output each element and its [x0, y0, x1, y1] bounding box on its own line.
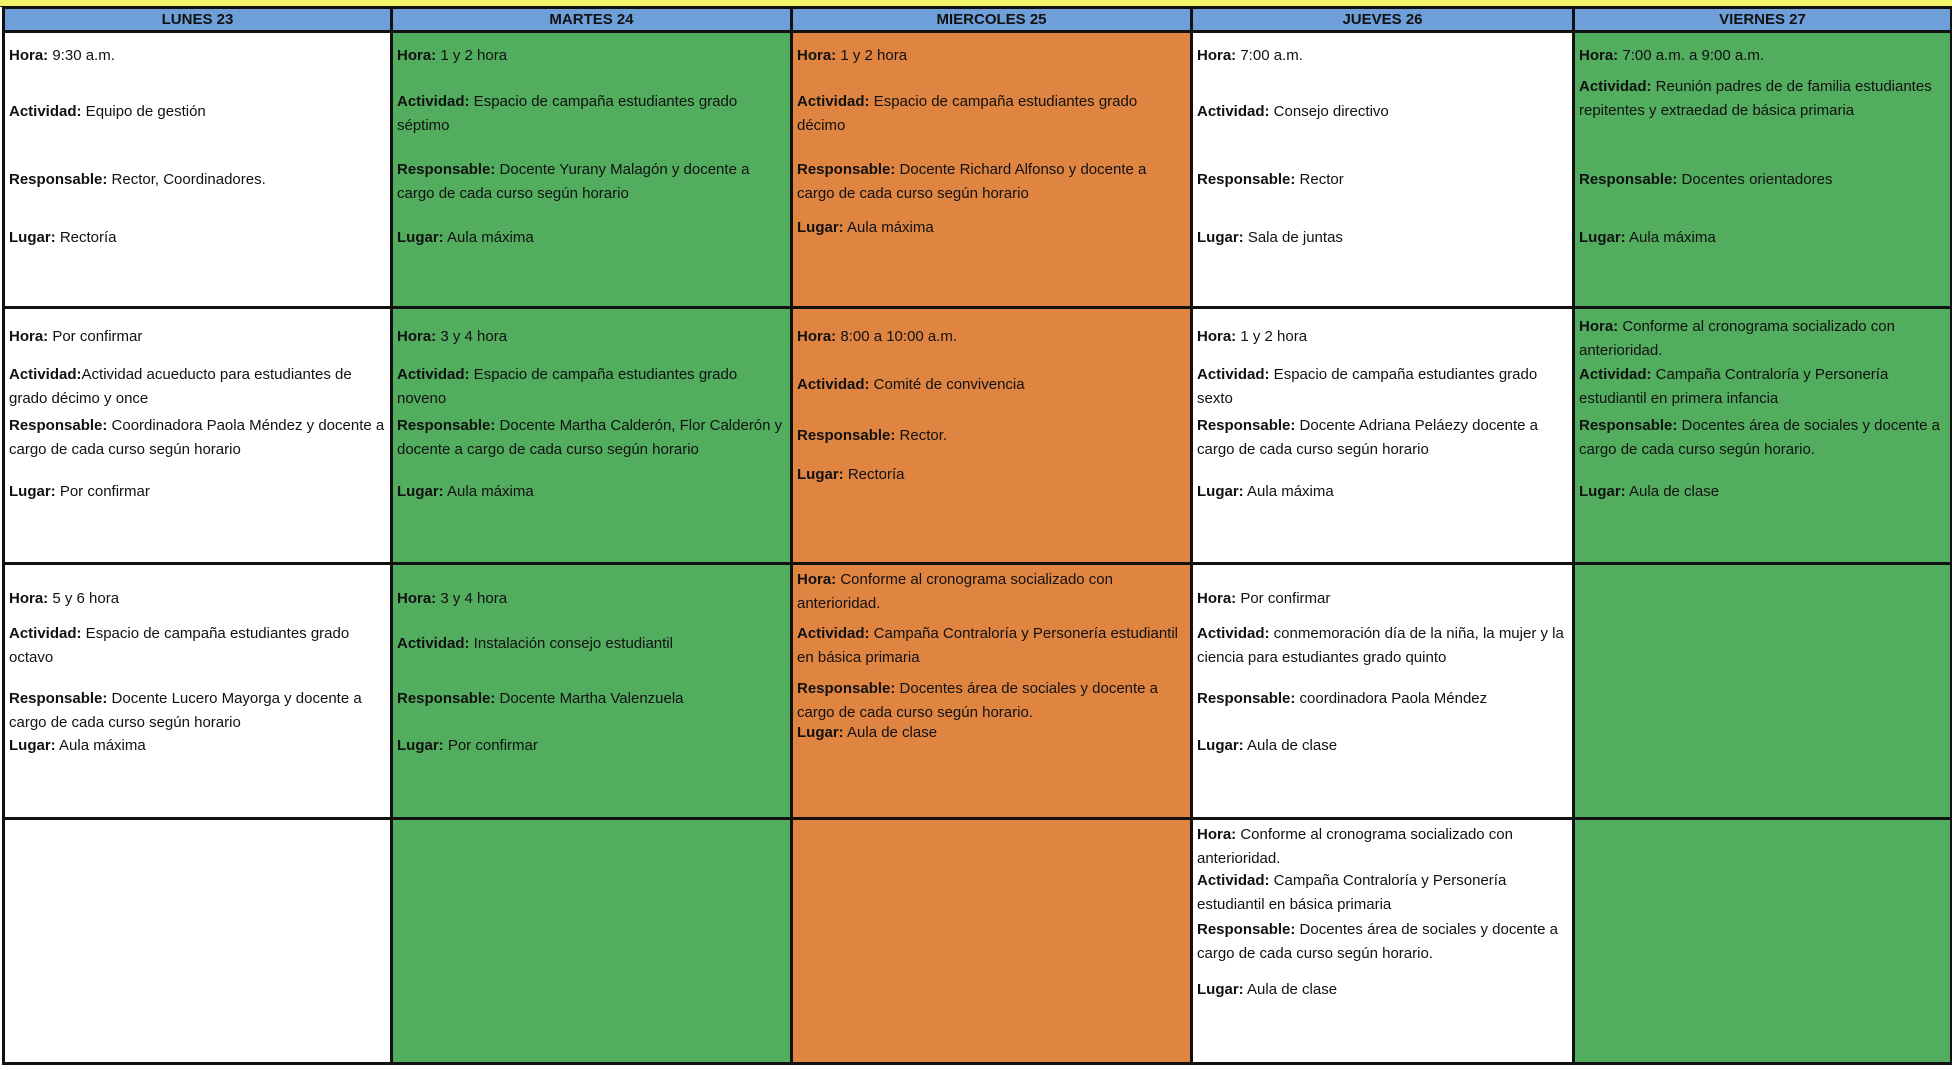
day-header-martes: MARTES 24 — [392, 8, 792, 32]
lugar-value: Aula de clase — [1625, 483, 1720, 500]
lugar-value: Aula de clase — [1243, 981, 1338, 998]
cell-content — [793, 565, 1190, 817]
day-header-lunes: LUNES 23 — [4, 8, 392, 32]
actividad-value: Espacio de campaña estudiantes grado noveno — [397, 366, 738, 407]
cell-content — [793, 820, 1190, 1062]
hora-value: 3 y 4 hora — [436, 328, 508, 345]
responsable-label: Responsable: — [397, 161, 496, 178]
hora-value: Por confirmar — [48, 328, 143, 345]
actividad-value: Campaña Contraloría y Personería estudiantil en primera infancia — [1579, 366, 1889, 407]
hora-value: 7:00 a.m. a 9:00 a.m. — [1618, 47, 1765, 64]
actividad-value: Espacio de campaña estudiantes grado séptimo — [397, 93, 738, 134]
schedule-cell-miercoles — [792, 32, 1192, 308]
lugar-value: Por confirmar — [55, 483, 150, 500]
cell-content — [393, 33, 790, 306]
schedule-cell-martes — [392, 819, 792, 1064]
hora-value: Conforme al cronograma socializado con anterioridad. — [1197, 826, 1513, 867]
responsable-label: Responsable: — [9, 171, 108, 188]
hora-value: 8:00 a 10:00 a.m. — [836, 328, 958, 345]
day-header-jueves: JUEVES 26 — [1192, 8, 1574, 32]
hora-label: Hora: — [9, 328, 49, 345]
cell-content — [5, 820, 390, 1062]
lugar-label: Lugar: — [1197, 981, 1244, 998]
hora-label: Hora: — [397, 590, 437, 607]
hora-field — [1197, 823, 1570, 871]
responsable-value: Docente Richard Alfonso y docente a cargo de cada curso según horario — [797, 161, 1147, 202]
hora-label: Hora: — [797, 328, 837, 345]
actividad-label: Actividad: — [1579, 366, 1652, 383]
responsable-value: Docente Adriana Peláezy docente a cargo de cada curso según horario — [1197, 417, 1539, 458]
hora-field — [9, 44, 388, 68]
actividad-label: Actividad: — [397, 366, 470, 383]
schedule-cell-martes — [392, 564, 792, 819]
responsable-label: Responsable: — [1197, 171, 1296, 188]
actividad-field — [1579, 363, 1948, 411]
actividad-value: Espacio de campaña estudiantes grado décimo — [797, 93, 1138, 134]
responsable-field — [397, 687, 788, 711]
responsable-value: Docentes orientadores — [1677, 171, 1833, 188]
lugar-label: Lugar: — [797, 466, 844, 483]
responsable-value: Docente Martha Calderón, Flor Calderón y docente a cargo de cada curso según horario — [397, 417, 783, 458]
hora-field — [397, 325, 788, 349]
responsable-field — [797, 158, 1188, 206]
lugar-value: Aula máxima — [55, 737, 146, 754]
actividad-value: Campaña Contraloría y Personería estudiantil en básica primaria — [797, 625, 1179, 666]
responsable-value: Docente Martha Valenzuela — [495, 690, 684, 707]
hora-label: Hora: — [1579, 318, 1619, 335]
actividad-value: Equipo de gestión — [81, 103, 206, 120]
schedule-cell-martes — [392, 308, 792, 564]
lugar-label: Lugar: — [9, 737, 56, 754]
actividad-field — [397, 90, 788, 138]
responsable-label: Responsable: — [797, 680, 896, 697]
lugar-value: Rectoría — [55, 229, 117, 246]
lugar-field — [9, 734, 388, 758]
schedule-row — [4, 819, 1952, 1064]
schedule-row — [4, 32, 1952, 308]
responsable-label: Responsable: — [1579, 417, 1678, 434]
lugar-label: Lugar: — [1579, 229, 1626, 246]
actividad-label: Actividad: — [797, 625, 870, 642]
actividad-field — [397, 632, 788, 656]
hora-field — [9, 325, 388, 349]
responsable-label: Responsable: — [1579, 171, 1678, 188]
hora-label: Hora: — [1197, 590, 1237, 607]
actividad-label: Actividad: — [797, 376, 870, 393]
lugar-label: Lugar: — [797, 724, 844, 741]
lugar-value: Aula máxima — [1243, 483, 1334, 500]
hora-field — [797, 568, 1188, 616]
hora-label: Hora: — [797, 47, 837, 64]
schedule-cell-jueves — [1192, 32, 1574, 308]
lugar-label: Lugar: — [1579, 483, 1626, 500]
lugar-field — [797, 721, 1188, 745]
lugar-label: Lugar: — [397, 483, 444, 500]
actividad-value: Actividad acueducto para estudiantes de grado décimo y once — [9, 366, 352, 407]
schedule-cell-lunes — [4, 32, 392, 308]
actividad-value: Campaña Contraloría y Personería estudiantil en básica primaria — [1197, 872, 1507, 913]
cell-content — [1193, 309, 1572, 562]
actividad-label: Actividad: — [397, 635, 470, 652]
responsable-field — [1197, 414, 1570, 462]
actividad-field — [9, 622, 388, 670]
schedule-cell-jueves — [1192, 308, 1574, 564]
schedule-cell-viernes — [1574, 564, 1952, 819]
responsable-label: Responsable: — [1197, 417, 1296, 434]
responsable-value: Docentes área de sociales y docente a cargo de cada curso según horario. — [1579, 417, 1941, 458]
cell-content — [5, 565, 390, 817]
cell-content — [393, 309, 790, 562]
cell-content — [793, 33, 1190, 306]
responsable-label: Responsable: — [9, 690, 108, 707]
responsable-label: Responsable: — [1197, 921, 1296, 938]
hora-value: Conforme al cronograma socializado con anterioridad. — [797, 571, 1113, 612]
cell-content — [1575, 820, 1950, 1062]
responsable-value: Rector. — [895, 427, 948, 444]
cell-content — [1193, 565, 1572, 817]
actividad-value: Reunión padres de de familia estudiantes repitentes y extraedad de básica primaria — [1579, 78, 1932, 119]
actividad-field — [397, 363, 788, 411]
hora-field — [397, 587, 788, 611]
schedule-cell-miercoles — [792, 819, 1192, 1064]
actividad-field — [9, 100, 388, 124]
lugar-label: Lugar: — [1197, 483, 1244, 500]
cell-content — [393, 820, 790, 1062]
lugar-value: Aula máxima — [443, 483, 534, 500]
cell-content — [1575, 33, 1950, 306]
actividad-label: Actividad: — [1197, 103, 1270, 120]
hora-label: Hora: — [797, 571, 837, 588]
actividad-label: Actividad: — [397, 93, 470, 110]
lugar-field — [797, 216, 1188, 240]
responsable-field — [9, 414, 388, 462]
lugar-value: Aula máxima — [443, 229, 534, 246]
hora-label: Hora: — [1579, 47, 1619, 64]
actividad-value: Espacio de campaña estudiantes grado sexto — [1197, 366, 1538, 407]
cell-content — [1193, 33, 1572, 306]
responsable-label: Responsable: — [797, 427, 896, 444]
cell-content — [5, 33, 390, 306]
responsable-value: Coordinadora Paola Méndez y docente a cargo de cada curso según horario — [9, 417, 385, 458]
schedule-cell-viernes — [1574, 32, 1952, 308]
actividad-value: conmemoración día de la niña, la mujer y la ciencia para estudiantes grado quinto — [1197, 625, 1564, 666]
actividad-field — [1197, 100, 1570, 124]
responsable-field — [1197, 168, 1570, 192]
lugar-label: Lugar: — [397, 229, 444, 246]
hora-field — [797, 44, 1188, 68]
schedule-cell-lunes — [4, 564, 392, 819]
responsable-field — [9, 168, 388, 192]
actividad-field — [1197, 622, 1570, 670]
day-header-row — [4, 8, 1952, 32]
hora-value: 1 y 2 hora — [1236, 328, 1308, 345]
lugar-label: Lugar: — [1197, 737, 1244, 754]
actividad-value: Comité de convivencia — [869, 376, 1025, 393]
hora-field — [9, 587, 388, 611]
weekly-schedule-table — [2, 6, 1952, 1065]
lugar-field — [9, 226, 388, 250]
hora-value: Conforme al cronograma socializado con anterioridad. — [1579, 318, 1895, 359]
responsable-field — [797, 677, 1188, 725]
cell-content — [793, 309, 1190, 562]
lugar-value: Aula máxima — [843, 219, 934, 236]
lugar-field — [1579, 226, 1948, 250]
lugar-value: Aula máxima — [1625, 229, 1716, 246]
actividad-field — [1197, 869, 1570, 917]
actividad-label: Actividad: — [9, 103, 82, 120]
lugar-field — [397, 480, 788, 504]
hora-field — [397, 44, 788, 68]
responsable-label: Responsable: — [9, 417, 108, 434]
cell-content — [393, 565, 790, 817]
schedule-row — [4, 308, 1952, 564]
lugar-field — [397, 734, 788, 758]
hora-field — [797, 325, 1188, 349]
cell-content — [1575, 565, 1950, 817]
schedule-cell-lunes — [4, 308, 392, 564]
actividad-label: Actividad: — [797, 93, 870, 110]
actividad-label: Actividad: — [9, 625, 82, 642]
responsable-field — [397, 158, 788, 206]
responsable-label: Responsable: — [397, 417, 496, 434]
actividad-label: Actividad: — [9, 366, 82, 383]
cell-content — [1193, 820, 1572, 1062]
schedule-cell-martes — [392, 32, 792, 308]
lugar-field — [1197, 480, 1570, 504]
weekly-schedule-sheet — [2, 6, 1950, 1065]
responsable-field — [9, 687, 388, 735]
actividad-label: Actividad: — [1197, 366, 1270, 383]
schedule-cell-miercoles — [792, 308, 1192, 564]
responsable-value: Docente Yurany Malagón y docente a cargo de cada curso según horario — [397, 161, 750, 202]
hora-value: 5 y 6 hora — [48, 590, 120, 607]
actividad-field — [797, 373, 1188, 397]
responsable-value: Rector — [1295, 171, 1344, 188]
hora-label: Hora: — [9, 590, 49, 607]
hora-label: Hora: — [397, 47, 437, 64]
responsable-field — [1197, 918, 1570, 966]
responsable-field — [397, 414, 788, 462]
actividad-field — [797, 622, 1188, 670]
lugar-value: Aula de clase — [843, 724, 938, 741]
day-header-viernes: VIERNES 27 — [1574, 8, 1952, 32]
actividad-field — [9, 363, 388, 411]
hora-value: 1 y 2 hora — [836, 47, 908, 64]
hora-value: 9:30 a.m. — [48, 47, 115, 64]
actividad-value: Espacio de campaña estudiantes grado octavo — [9, 625, 350, 666]
schedule-row — [4, 564, 1952, 819]
lugar-label: Lugar: — [797, 219, 844, 236]
hora-field — [1579, 315, 1948, 363]
responsable-field — [1579, 414, 1948, 462]
schedule-cell-miercoles — [792, 564, 1192, 819]
responsable-value: Docentes área de sociales y docente a cargo de cada curso según horario. — [797, 680, 1159, 721]
lugar-field — [797, 463, 1188, 487]
actividad-value: Consejo directivo — [1269, 103, 1389, 120]
actividad-label: Actividad: — [1197, 872, 1270, 889]
hora-value: 7:00 a.m. — [1236, 47, 1303, 64]
lugar-field — [9, 480, 388, 504]
hora-label: Hora: — [9, 47, 49, 64]
hora-field — [1197, 44, 1570, 68]
lugar-value: Por confirmar — [443, 737, 538, 754]
schedule-cell-jueves — [1192, 819, 1574, 1064]
responsable-value: Docente Lucero Mayorga y docente a cargo de cada curso según horario — [9, 690, 362, 731]
hora-label: Hora: — [397, 328, 437, 345]
hora-field — [1579, 44, 1948, 68]
responsable-label: Responsable: — [397, 690, 496, 707]
schedule-cell-viernes — [1574, 308, 1952, 564]
cell-content — [5, 309, 390, 562]
hora-label: Hora: — [1197, 328, 1237, 345]
responsable-value: coordinadora Paola Méndez — [1295, 690, 1488, 707]
hora-field — [1197, 325, 1570, 349]
schedule-cell-jueves — [1192, 564, 1574, 819]
schedule-cell-lunes — [4, 819, 392, 1064]
lugar-label: Lugar: — [9, 483, 56, 500]
lugar-value: Aula de clase — [1243, 737, 1338, 754]
responsable-label: Responsable: — [1197, 690, 1296, 707]
responsable-label: Responsable: — [797, 161, 896, 178]
lugar-value: Rectoría — [843, 466, 905, 483]
lugar-label: Lugar: — [1197, 229, 1244, 246]
lugar-field — [1197, 226, 1570, 250]
lugar-field — [1197, 734, 1570, 758]
lugar-label: Lugar: — [397, 737, 444, 754]
hora-value: Por confirmar — [1236, 590, 1331, 607]
hora-label: Hora: — [1197, 826, 1237, 843]
hora-value: 1 y 2 hora — [436, 47, 508, 64]
hora-label: Hora: — [1197, 47, 1237, 64]
lugar-label: Lugar: — [9, 229, 56, 246]
responsable-value: Docentes área de sociales y docente a cargo de cada curso según horario. — [1197, 921, 1559, 962]
lugar-field — [1197, 978, 1570, 1002]
responsable-field — [797, 424, 1188, 448]
lugar-value: Sala de juntas — [1243, 229, 1343, 246]
responsable-field — [1197, 687, 1570, 711]
actividad-label: Actividad: — [1197, 625, 1270, 642]
actividad-label: Actividad: — [1579, 78, 1652, 95]
day-header-miercoles: MIERCOLES 25 — [792, 8, 1192, 32]
responsable-value: Rector, Coordinadores. — [107, 171, 266, 188]
actividad-value: Instalación consejo estudiantil — [469, 635, 673, 652]
schedule-cell-viernes — [1574, 819, 1952, 1064]
actividad-field — [797, 90, 1188, 138]
actividad-field — [1579, 75, 1948, 123]
lugar-field — [397, 226, 788, 250]
actividad-field — [1197, 363, 1570, 411]
cell-content — [1575, 309, 1950, 562]
lugar-field — [1579, 480, 1948, 504]
responsable-field — [1579, 168, 1948, 192]
hora-value: 3 y 4 hora — [436, 590, 508, 607]
hora-field — [1197, 587, 1570, 611]
